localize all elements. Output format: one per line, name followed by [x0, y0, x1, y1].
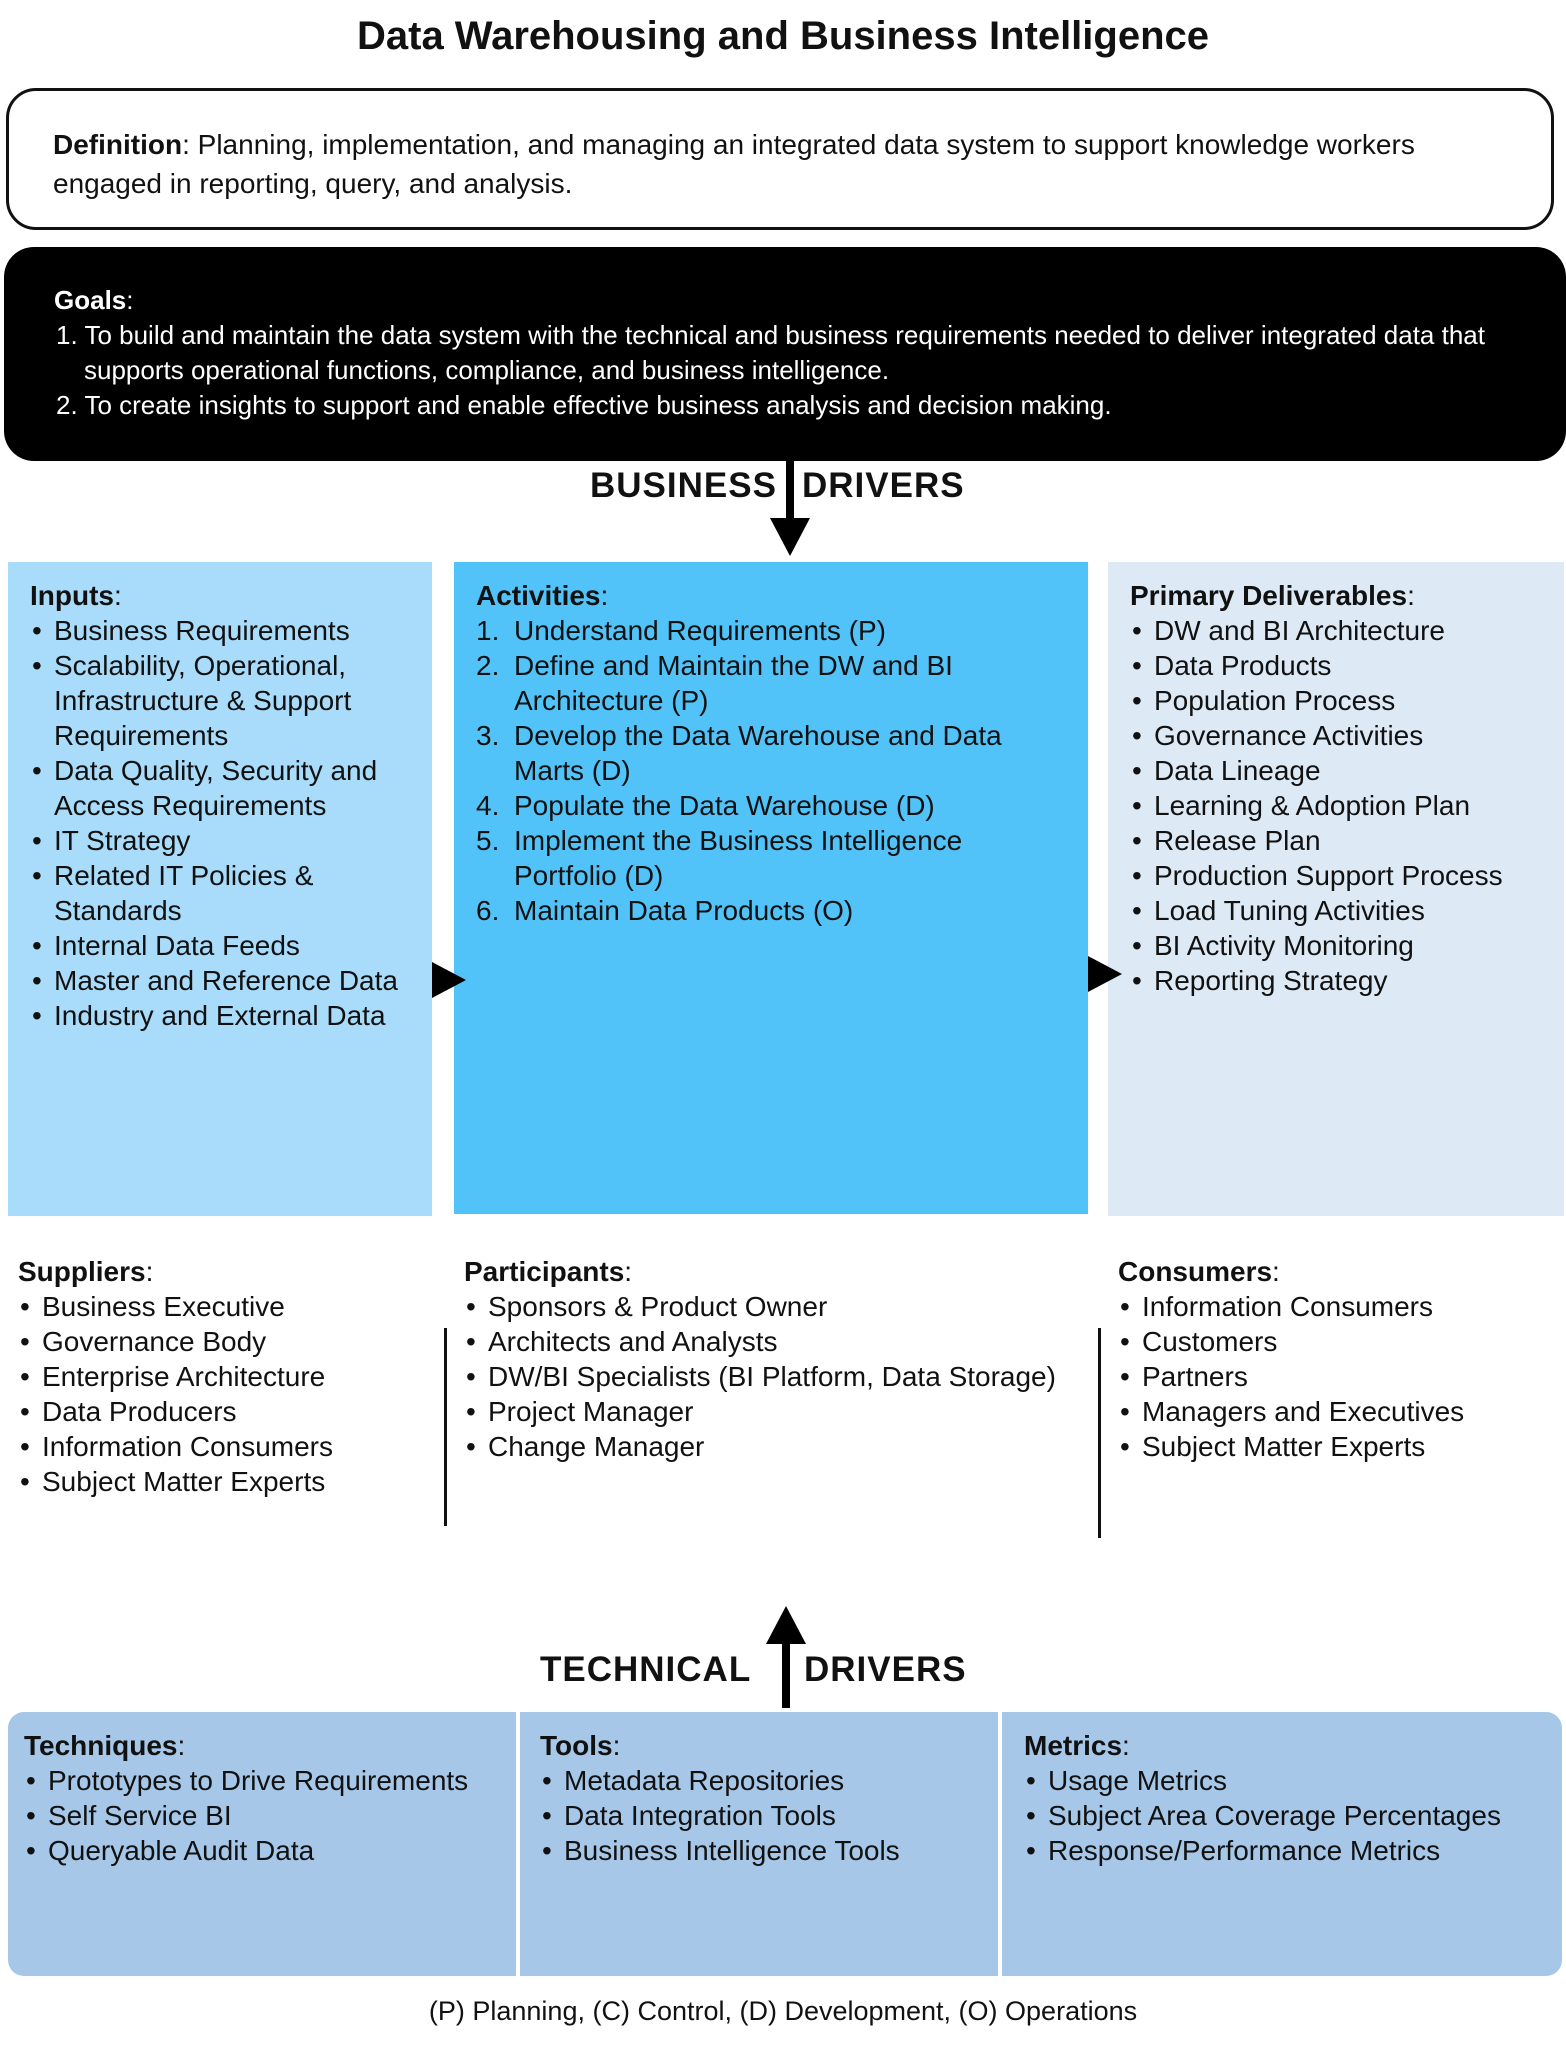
list-item: • Release Plan — [1130, 823, 1544, 858]
inputs-list — [30, 613, 412, 1033]
right-arrow-icon — [1088, 956, 1122, 992]
list-item: • Subject Area Coverage Percentages — [1024, 1798, 1554, 1833]
list-item: 3. Develop the Data Warehouse and Data Marts (D) — [476, 718, 1068, 788]
list-item: • Architects and Analysts — [464, 1324, 1084, 1359]
technical-drivers-arrow-shaft — [782, 1640, 790, 1708]
list-item: • Governance Activities — [1130, 718, 1544, 753]
activities-label: Activities — [476, 580, 601, 611]
techniques-label: Techniques — [24, 1730, 178, 1761]
list-item: • Self Service BI — [24, 1798, 514, 1833]
activities-list — [476, 613, 1068, 928]
technical-drivers-label-right: DRIVERS — [804, 1650, 967, 1689]
list-item: • Business Intelligence Tools — [540, 1833, 996, 1868]
business-drivers-label-left: BUSINESS — [590, 466, 777, 505]
list-item: • Data Products — [1130, 648, 1544, 683]
up-arrow-icon — [766, 1606, 806, 1644]
divider — [516, 1712, 520, 1976]
goal-item: 2. To create insights to support and enable effective business analysis and decision making. — [56, 390, 1112, 420]
footnote: (P) Planning, (C) Control, (D) Development, (O) Operations — [428, 1996, 1138, 2026]
list-item: • DW and BI Architecture — [1130, 613, 1544, 648]
list-item: • Prototypes to Drive Requirements — [24, 1763, 514, 1798]
list-item: • Information Consumers — [18, 1429, 438, 1464]
suppliers-section: Suppliers: • Business Executive • Governance Body • Enterprise Architecture • Data Producers • Information Consumers • Subject Matter Experts — [18, 1254, 438, 1499]
consumers-label: Consumers — [1118, 1256, 1273, 1287]
metrics-label: Metrics — [1024, 1730, 1123, 1761]
definition-label: Definition — [53, 129, 183, 160]
deliverables-list — [1130, 613, 1544, 998]
list-item: 5. Implement the Business Intelligence Portfolio (D) — [476, 823, 1068, 893]
list-item: • Data Quality, Security and Access Requirements — [30, 753, 412, 823]
down-arrow-icon — [770, 518, 810, 556]
list-item: • Project Manager — [464, 1394, 1084, 1429]
list-item: • Business Executive — [18, 1289, 438, 1324]
techniques-list — [24, 1763, 514, 1868]
tools-section: Tools: • Metadata Repositories • Data Integration Tools • Business Intelligence Tools — [540, 1728, 996, 1868]
divider — [444, 1328, 447, 1526]
list-item: • Enterprise Architecture — [18, 1359, 438, 1394]
participants-section: Participants: • Sponsors & Product Owner • Architects and Analysts • DW/BI Specialists (BI Platform, Data Storage) • Project Manager • Change Manager — [464, 1254, 1084, 1464]
list-item: • Subject Matter Experts — [1118, 1429, 1558, 1464]
suppliers-list — [18, 1289, 438, 1499]
definition-box: Definition: Planning, implementation, and managing an integrated data system to support knowledge workers engaged in reporting, query, and analysis. — [6, 88, 1554, 230]
deliverables-panel: Primary Deliverables: • DW and BI Architecture • Data Products • Population Process • Governance Activities • Data Lineage • Learning & Adoption Plan • Release Plan • Production Support Process • Load Tuning Activities • BI Activity Monitoring • Reporting Strategy — [1108, 562, 1564, 1216]
list-item: • Queryable Audit Data — [24, 1833, 514, 1868]
list-item: • Managers and Executives — [1118, 1394, 1558, 1429]
techniques-section: Techniques: • Prototypes to Drive Requirements • Self Service BI • Queryable Audit Data — [24, 1728, 514, 1868]
consumers-section: Consumers: • Information Consumers • Customers • Partners • Managers and Executives • Subject Matter Experts — [1118, 1254, 1558, 1464]
list-item: 1. Understand Requirements (P) — [476, 613, 1068, 648]
list-item: • Related IT Policies & Standards — [30, 858, 412, 928]
list-item: • BI Activity Monitoring — [1130, 928, 1544, 963]
business-drivers-arrow-shaft — [786, 460, 794, 522]
list-item: 6. Maintain Data Products (O) — [476, 893, 1068, 928]
tools-label: Tools — [540, 1730, 613, 1761]
tools-list — [540, 1763, 996, 1868]
list-item: • Load Tuning Activities — [1130, 893, 1544, 928]
list-item: • Reporting Strategy — [1130, 963, 1544, 998]
inputs-label: Inputs — [30, 580, 114, 611]
list-item: • Internal Data Feeds — [30, 928, 412, 963]
goals-box: Goals: 1. To build and maintain the data system with the technical and business requirements needed to deliver integrated data that supports operational functions, compliance, and business intelligence. 2. To create insights to support and enable effective business analysis and decision making. — [4, 247, 1566, 461]
divider — [1098, 1328, 1101, 1538]
list-item: • Population Process — [1130, 683, 1544, 718]
list-item: • Learning & Adoption Plan — [1130, 788, 1544, 823]
list-item: • Master and Reference Data — [30, 963, 412, 998]
metrics-list — [1024, 1763, 1554, 1868]
list-item: • Usage Metrics — [1024, 1763, 1554, 1798]
list-item: 2. Define and Maintain the DW and BI Architecture (P) — [476, 648, 1068, 718]
goals-label: Goals — [54, 285, 127, 315]
list-item: • Subject Matter Experts — [18, 1464, 438, 1499]
goal-item: 1. To build and maintain the data system with the technical and business requirements needed to deliver integrated data that supports operational functions, compliance, and business intelligence. — [56, 320, 1485, 385]
list-item: • Data Producers — [18, 1394, 438, 1429]
diagram-title: Data Warehousing and Business Intelligence — [356, 14, 1210, 58]
list-item: • Partners — [1118, 1359, 1558, 1394]
list-item: • Sponsors & Product Owner — [464, 1289, 1084, 1324]
deliverables-label: Primary Deliverables — [1130, 580, 1408, 611]
list-item: • Production Support Process — [1130, 858, 1544, 893]
consumers-list — [1118, 1289, 1558, 1464]
list-item: • Metadata Repositories — [540, 1763, 996, 1798]
list-item: • Industry and External Data — [30, 998, 412, 1033]
metrics-section: Metrics: • Usage Metrics • Subject Area Coverage Percentages • Response/Performance Metrics — [1024, 1728, 1554, 1868]
list-item: • Change Manager — [464, 1429, 1084, 1464]
participants-list — [464, 1289, 1084, 1464]
list-item: • Scalability, Operational, Infrastructure & Support Requirements — [30, 648, 412, 753]
list-item: • IT Strategy — [30, 823, 412, 858]
list-item: • Governance Body — [18, 1324, 438, 1359]
participants-label: Participants — [464, 1256, 625, 1287]
definition-text: Planning, implementation, and managing an integrated data system to support knowledge workers engaged in reporting, query, and analysis. — [53, 129, 1415, 199]
list-item: • Business Requirements — [30, 613, 412, 648]
business-drivers-label-right: DRIVERS — [802, 466, 965, 505]
divider — [998, 1712, 1002, 1976]
list-item: 4. Populate the Data Warehouse (D) — [476, 788, 1068, 823]
list-item: • Data Lineage — [1130, 753, 1544, 788]
suppliers-label: Suppliers — [18, 1256, 146, 1287]
list-item: • Data Integration Tools — [540, 1798, 996, 1833]
inputs-panel: Inputs: • Business Requirements • Scalability, Operational, Infrastructure & Support Requirements • Data Quality, Security and Access Requirements • IT Strategy • Related IT Policies & Standards • Internal Data Feeds • Master and Reference Data • Industry and External Data — [8, 562, 432, 1216]
technical-drivers-label-left: TECHNICAL — [540, 1650, 752, 1689]
activities-panel: Activities: 1. Understand Requirements (P) 2. Define and Maintain the DW and BI Architecture (P) 3. Develop the Data Warehouse and Data Marts (D) 4. Populate the Data Warehouse (D) 5. Implement the Business Intelligence Portfolio (D) 6. Maintain Data Products (O) — [454, 562, 1088, 1214]
list-item: • Information Consumers — [1118, 1289, 1558, 1324]
right-arrow-icon — [432, 962, 466, 998]
list-item: • DW/BI Specialists (BI Platform, Data Storage) — [464, 1359, 1084, 1394]
list-item: • Customers — [1118, 1324, 1558, 1359]
list-item: • Response/Performance Metrics — [1024, 1833, 1554, 1868]
